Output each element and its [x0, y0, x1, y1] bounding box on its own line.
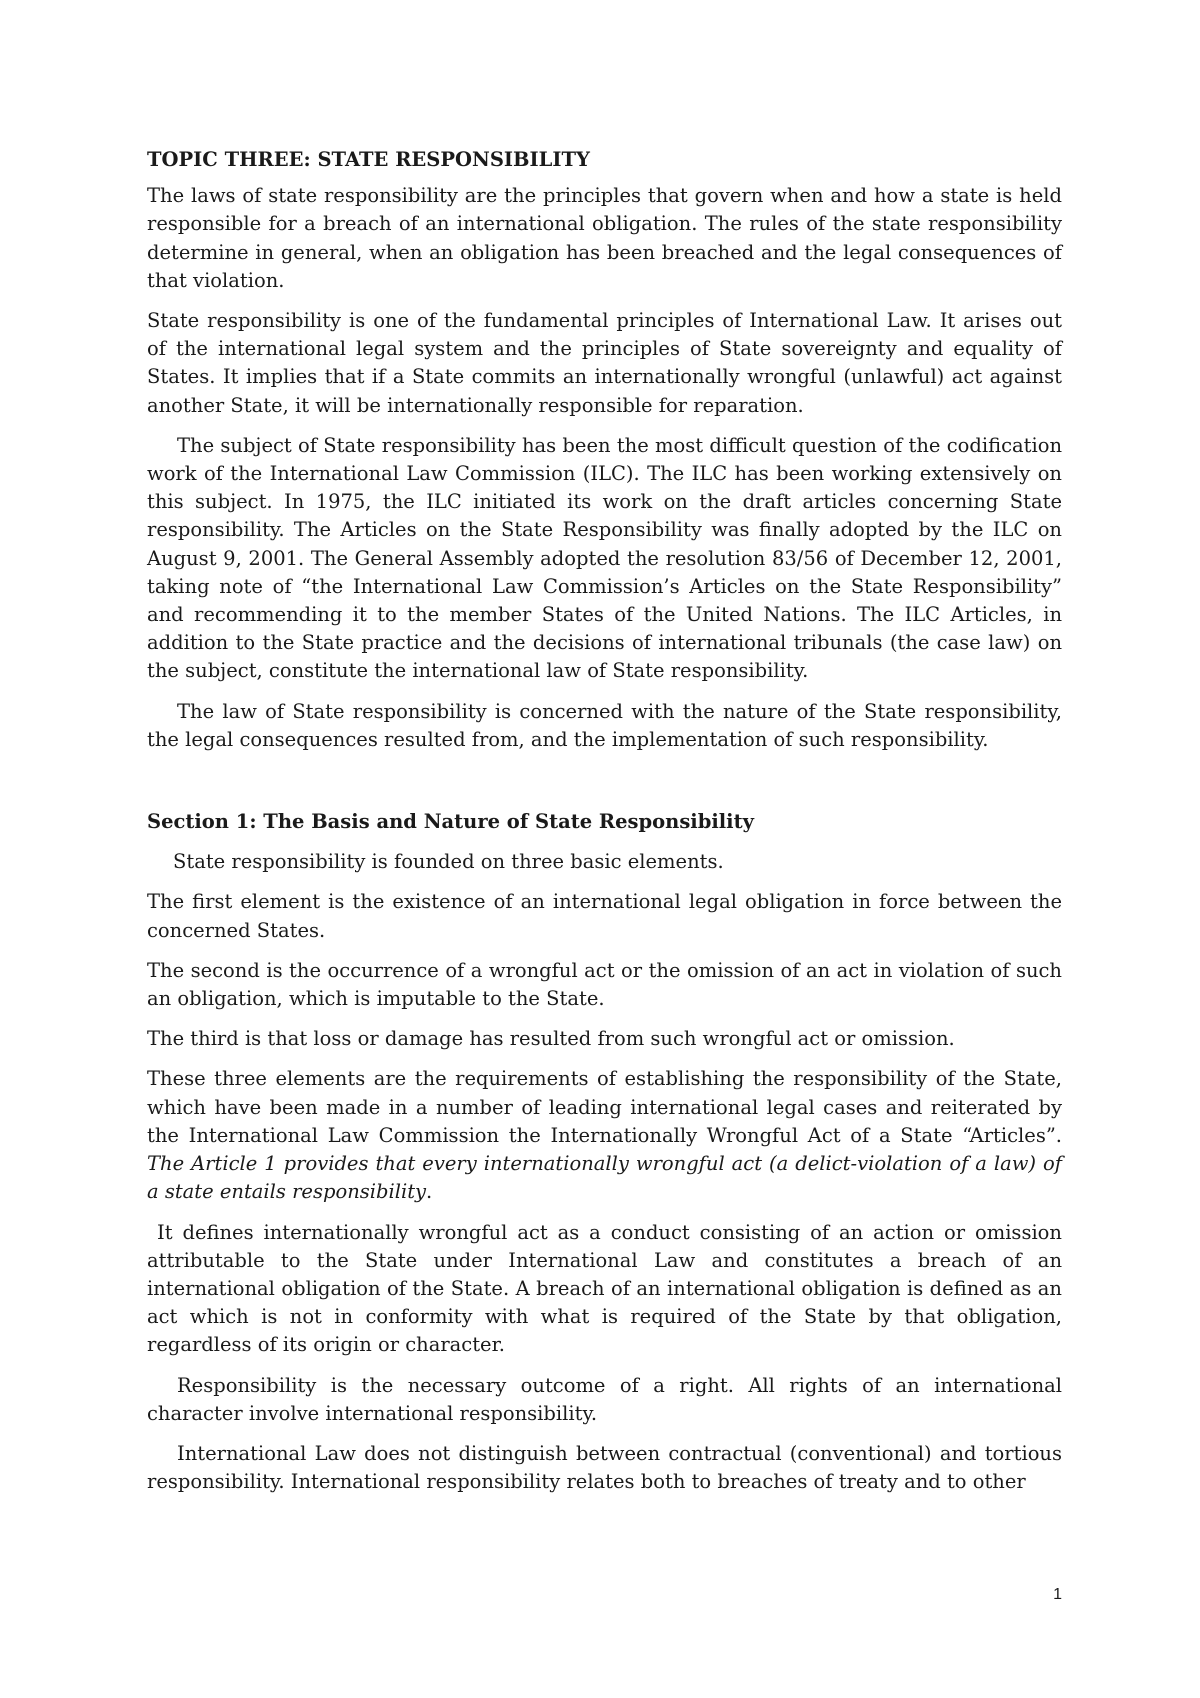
section-1-paragraph-1: State responsibility is founded on three basic elements.: [173, 850, 724, 874]
document-title: TOPIC THREE: STATE RESPONSIBILITY: [147, 148, 590, 171]
paragraph-5-regular-text: These three elements are the requirements of establishing the responsibility of the State, which have been made in a number of leading international legal cases and reiterated by the International Law Commission the Internationally Wrongful Act of a State “Articles”.: [147, 1067, 1062, 1147]
document-body: [147, 146, 1062, 1508]
section-1-paragraph-4: The third is that loss or damage has resulted from such wrongful act or omission.: [147, 1027, 955, 1051]
section-1-paragraph-5: [147, 1065, 1062, 1206]
section-1-paragraph-8: International Law does not distinguish between contractual (conventional) and tortious responsibility. International responsibility relates both to breaches of treaty and to other: [147, 1441, 1062, 1494]
intro-paragraph-4: The law of State responsibility is concerned with the nature of the State responsibility, the legal consequences resulted from, and the implementation of such responsibility.: [147, 699, 1062, 751]
section-1-paragraph-7: Responsibility is the necessary outcome of a right. All rights of an international character involve international responsibility.: [147, 1373, 1062, 1425]
intro-paragraph-2: State responsibility is one of the fundamental principles of International Law. It arises out of the international legal system and the principles of State sovereignty and equality of States. It implies that if a State commits an internationally wrongful (unlawful) act against another State, it will be internationally responsible for reparation.: [147, 309, 1062, 417]
paragraph-5-italic-text: The Article 1 provides that every internationally wrongful act (a delict-violation of a law) of a state entails responsibility: [147, 1152, 1062, 1204]
section-1-heading: Section 1: The Basis and Nature of State Responsibility: [147, 810, 754, 834]
section-1-paragraph-6: It defines internationally wrongful act as a conduct consisting of an action or omission attributable to the State under International Law and constitutes a breach of an international obligation of the State. A breach of an international obligation is defined as an act which is not in conformity with what is required of the State by that obligation, regardless of its origin or character.: [147, 1220, 1062, 1357]
paragraph-5-end: .: [426, 1180, 433, 1204]
section-1-paragraph-3: The second is the occurrence of a wrongful act or the omission of an act in violation of such an obligation, which is imputable to the State.: [147, 958, 1062, 1011]
intro-paragraph-3: The subject of State responsibility has been the most difficult question of the codification work of the International Law Commission (ILC). The ILC has been working extensively on this subject. In 1975, the ILC initiated its work on the draft articles concerning State responsibility. The Articles on the State Responsibility was finally adopted by the ILC on August 9, 2001. The General Assembly adopted the resolution 83/56 of December 12, 2001, taking note of “the International Law Commission’s Articles on the State Responsibility” and recommending it to the member States of the United Nations. The ILC Articles, in addition to the State practice and the decisions of international tribunals (the case law) on the subject, constitute the international law of State responsibility.: [147, 433, 1062, 683]
intro-paragraph-1: The laws of state responsibility are the principles that govern when and how a state is held responsible for a breach of an international obligation. The rules of the state responsibility determine in general, when an obligation has been breached and the legal consequences of that violation.: [147, 184, 1062, 292]
section-1-paragraph-2: The first element is the existence of an international legal obligation in force between the concerned States.: [147, 890, 1062, 942]
page-number: 1: [1053, 1586, 1062, 1603]
